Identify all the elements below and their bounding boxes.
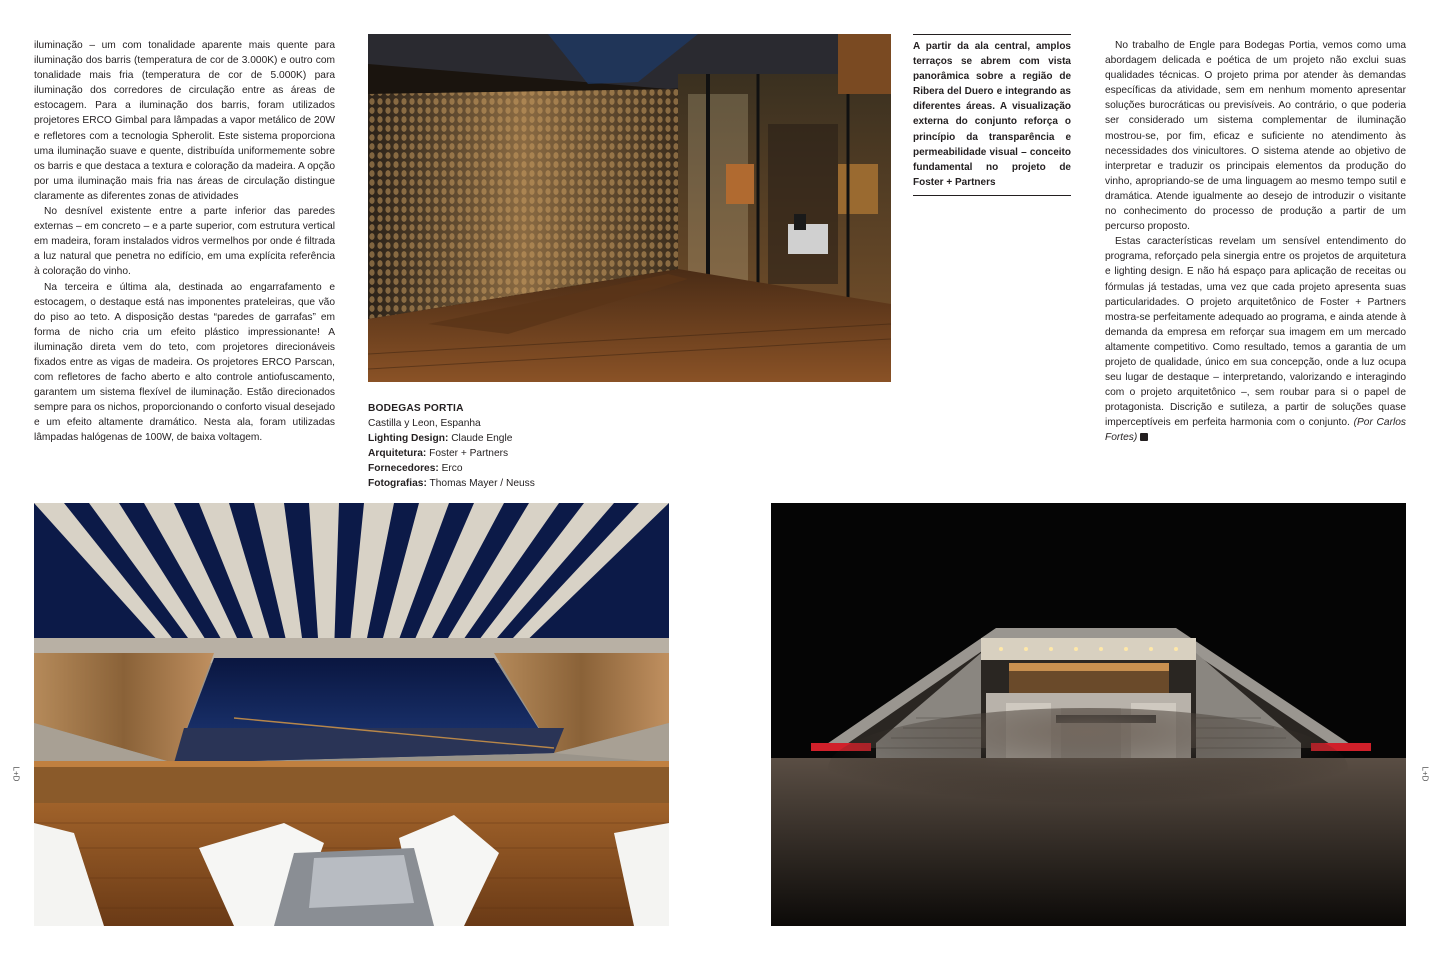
credit-value: Foster + Partners (429, 448, 509, 459)
photo-terrace-bottle-wall (368, 34, 891, 382)
article-column-right (1105, 38, 1406, 446)
byline: (Por Carlos Fortes) (1105, 417, 1406, 444)
credit-label: Fornecedores: (368, 463, 439, 474)
credit-label: Lighting Design: (368, 433, 449, 444)
paragraph-text: Estas características revelam um sensível entendimento do programa, reforçado pela sinergia entre os projetos de arquitetura e lighting design. E não há espaço para aplicação de receitas ou fórmulas já testadas, uma vez que cada projeto apresenta suas particularidades. O projeto arquitetônico de Foster + Partners mostra-se perfeitamente adequado ao programa, e ainda atende à demanda da empresa em reforçar sua imagem em um mercado altamente competitivo. Como resultado, temos a garantia de um projeto de qualidade, único em sua concepção, onde a luz ocupa seu lugar de destaque – interpretando, valorizando e interagindo com o projeto arquitetônico –, sem roubar para si o papel de protagonista. Discrição e sutileza, a partir de soluções quase imperceptíveis em perfeita harmonia com o conjunto. (1105, 236, 1406, 429)
credit-lighting (368, 431, 628, 446)
folio-right: L+D (1420, 766, 1430, 782)
credit-value: Claude Engle (451, 433, 513, 444)
paragraph: Na terceira e última ala, destinada ao engarrafamento e estocagem, o destaque está nas imponentes prateleiras, que vão do piso ao teto. A disposição destas “paredes de garrafas” em forma de nicho cria um efeito plástico impressionante! A iluminação direta vem do teto, com projetores direcionáveis fixados entre as vigas de madeira. Os projetores ERCO Parscan, com refletores de facho aberto e alto controle antiofuscamento, garantem um sistema flexível de iluminação. Estão direcionados sempre para os nichos, proporcionando o conforto visual desejado e um efeito altamente dramático. Nesta ala, foram utilizadas lâmpadas halógenas de 100W, de baixa voltagem. (34, 281, 335, 444)
credit-suppliers (368, 461, 628, 476)
project-credits (368, 401, 628, 491)
paragraph: iluminação – um com tonalidade aparente mais quente para iluminação dos barris (temperatura de cor de 3.000K) e outro com tonalidade mais fria (temperatura de cor de 5.000K) para iluminação dos corredores de circulação entre as áreas de estocagem. Para a iluminação dos barris, foram utilizados projetores ERCO Gimbal para lâmpadas a vapor metálico de 20W e refletores com a tecnologia Spherolit. Este sistema proporciona uma iluminação suave e quente, distribuída uniformemente sobre os barris e que destaca a textura e coloração da madeira. A opção por uma iluminação mais fria nas áreas de circulação distingue claramente as diferentes zonas de atividades (34, 40, 335, 202)
paragraph (1105, 234, 1406, 445)
project-title: BODEGAS PORTIA (368, 403, 464, 414)
credit-value: Erco (441, 463, 463, 474)
pull-quote: A partir da ala central, amplos terraços se abrem com vista panorâmica sobre a região de Ribera del Duero e integrando as diferentes áreas. A visualização externa do conjunto reforça o princípio da transparência e permeabilidade visual – conceito fundamental no projeto de Foster + Partners (913, 34, 1071, 196)
credit-architecture (368, 446, 628, 461)
folio-left: L+D (11, 766, 21, 782)
credit-value: Thomas Mayer / Neuss (429, 478, 535, 489)
credit-label: Fotografias: (368, 478, 427, 489)
paragraph: No trabalho de Engle para Bodegas Portia, vemos como uma abordagem delicada e poética de um projeto não exclui suas qualidades técnicas. O projeto prima por atender às demandas específicas da atividade, sem em nenhum momento apresentar soluções burocráticas ou previsíveis. Ao contrário, o que poderia ser considerado um sistema complementar de iluminação mostrou-se, por fim, eficaz e suficiente no atendimento às necessidades dos vinicultores. O sistema atende ao objetivo de interpretar e traduzir os principais elementos da produção do vinho, apropriando-se de uma linguagem ao mesmo tempo sutil e dramática. Atende igualmente ao desejo de introduzir o visitante no conhecimento do processo de produção a partir de um percurso proposto. (1105, 40, 1406, 233)
article-column-left (34, 38, 335, 446)
end-mark-icon (1140, 433, 1148, 441)
project-location: Castilla y Leon, Espanha (368, 418, 481, 429)
paragraph: No desnível existente entre a parte inferior das paredes externas – em concreto – e a parte superior, com estrutura vertical em madeira, foram instalados vidros vermelhos por onde é filtrada a luz natural que penetra no edifício, em uma explícita referência à coloração do vinho. (34, 206, 335, 278)
credit-photos (368, 476, 628, 491)
credit-label: Arquitetura: (368, 448, 427, 459)
photo-winery-facade-night (771, 503, 1406, 926)
photo-pergola-terrace (34, 503, 669, 926)
